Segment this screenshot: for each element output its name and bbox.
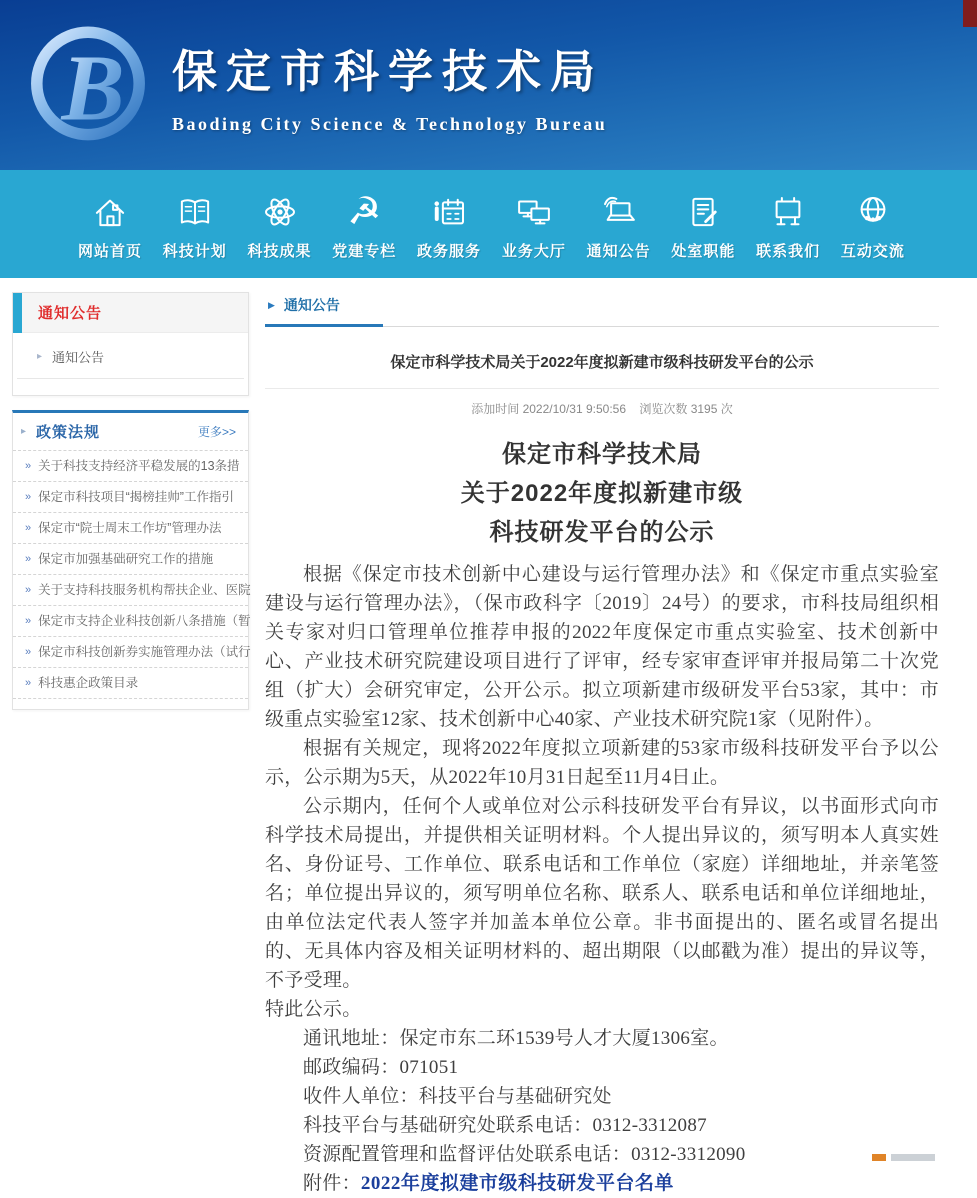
nav-item-gov-services[interactable] (409, 187, 489, 261)
double-arrow-icon: » (25, 522, 32, 534)
notice-item-label: 通知公告 (52, 350, 105, 365)
watermark-gray-mark (891, 1154, 935, 1161)
double-arrow-icon: » (25, 615, 32, 627)
policy-box-title: 政策法规 (36, 424, 101, 441)
header-corner-decoration (963, 0, 977, 27)
nav-label: 业务大厅 (501, 243, 566, 260)
policy-more-link[interactable]: 更多>> (197, 425, 236, 439)
article-heading (265, 429, 939, 560)
main-panel (265, 292, 965, 1198)
policy-item[interactable] (13, 605, 251, 636)
policy-item[interactable] (13, 481, 248, 512)
arrow-marker-icon: ▸ (37, 351, 43, 362)
arrow-marker-icon: ▸ (21, 426, 27, 437)
double-arrow-icon: » (25, 553, 32, 565)
monitors-icon (513, 187, 555, 233)
policy-item-label: 科技惠企政策目录 (38, 676, 139, 690)
main-nav (0, 170, 977, 278)
nav-label: 科技成果 (247, 243, 312, 260)
sidebar-item-notices[interactable] (17, 333, 244, 379)
watermark (872, 1154, 935, 1161)
globe-icon (852, 187, 894, 233)
paragraph: 根据《保定市技术创新中心建设与运行管理办法》和《保定市重点实验室建设与运行管理办法》，（保市政科字〔2019〕24号）的要求，市科技局组织相关专家对归口管理单位推荐申报的2022年度保定市重点实验室、技术创新中心、产业技术研究院建设项目进行了评审，经专家审查评审并报局第二十次党组（扩大）会研究审定，公开公示。拟立项新建市级研发平台53家，其中：市级重点实验室12家、技术创新中心40家、产业技术研究院1家（见附件）。 (265, 564, 939, 730)
book-icon (174, 187, 216, 233)
nav-item-notices[interactable] (579, 187, 659, 261)
site-titles (172, 35, 607, 135)
underline-blue (265, 324, 383, 327)
breadcrumb-label: 通知公告 (283, 297, 340, 313)
nav-label: 联系我们 (756, 243, 821, 260)
attachment-row (265, 1169, 939, 1198)
site-header (0, 0, 977, 170)
paragraph-phone-2: 资源配置管理和监督评估处联系电话：0312-3312090 (303, 1144, 746, 1165)
heading-line: 科技研发平台的公示 (489, 519, 715, 546)
watermark-orange-mark (872, 1154, 886, 1161)
laptop-icon (598, 187, 640, 233)
meta-view-count: 浏览次数 3195 次 (639, 402, 733, 416)
nav-label: 互动交流 (840, 243, 905, 260)
attachment-link[interactable]: 2022年度拟建市级科技研发平台名单 (360, 1173, 674, 1194)
sidebar-notice-box (12, 292, 249, 396)
paragraph-phone-1: 科技平台与基础研究处联系电话：0312-3312087 (303, 1115, 707, 1136)
home-icon (89, 187, 131, 233)
double-arrow-icon: » (25, 646, 32, 658)
policy-item-label: 保定市科技创新券实施管理办法（试行 (38, 645, 251, 659)
article-body (265, 560, 939, 1198)
svg-text:B: B (61, 36, 125, 141)
policy-item[interactable] (13, 512, 248, 543)
policy-item-label: 关于支持科技服务机构帮扶企业、医院 (38, 583, 251, 597)
board-icon (767, 187, 809, 233)
nav-item-business-hall[interactable] (494, 187, 574, 261)
content-area (0, 278, 977, 1198)
paragraph-address: 通讯地址：保定市东二环1539号人才大厦1306室。 (303, 1028, 729, 1049)
policy-item-label: 保定市支持企业科技创新八条措施（暂 (38, 614, 251, 628)
nav-label: 网站首页 (77, 243, 142, 260)
paragraph-postcode: 邮政编码：071051 (303, 1057, 459, 1078)
nav-item-contact[interactable] (748, 187, 828, 261)
nav-label: 处室职能 (671, 243, 736, 260)
nav-item-home[interactable] (70, 187, 150, 261)
nav-item-party[interactable] (324, 187, 404, 261)
paragraph: 特此公示。 (265, 999, 362, 1020)
nav-label: 通知公告 (586, 243, 651, 260)
paragraph: 根据有关规定，现将2022年度拟立项新建的53家市级科技研发平台予以公示，公示期为5天，从2022年10月31日起至11月4日止。 (265, 738, 939, 788)
document-pencil-icon (682, 187, 724, 233)
paragraph: 公示期内，任何个人或单位对公示科技研发平台有异议，以书面形式向市科学技术局提出，并提供相关证明材料。个人提出异议的，须写明本人真实姓名、身份证号、工作单位、联系电话和工作单位（家庭）详细地址，并亲笔签名；单位提出异议的，须写明单位名称、联系人、联系电话和单位详细地址，由单位法定代表人签字并加盖本单位公章。非书面提出的、匿名或冒名提出的、无具体内容及相关证明材料的、超出期限（以邮戳为准）提出的异议等，不予受理。 (265, 796, 939, 991)
party-glyph: ☭ (347, 189, 382, 233)
nav-label: 党建专栏 (332, 243, 397, 260)
info-calendar-icon (428, 187, 470, 233)
sidebar-policy-box (12, 410, 249, 710)
policy-item[interactable] (13, 636, 251, 667)
bureau-logo-icon (24, 22, 152, 148)
policy-item-label: 关于科技支持经济平稳发展的13条措 (38, 459, 240, 473)
policy-item[interactable] (13, 574, 251, 605)
policy-item-label: 保定市“院士周末工作坊”管理办法 (38, 521, 222, 535)
breadcrumb[interactable] (265, 292, 939, 324)
double-arrow-icon: » (25, 584, 32, 596)
article-list-title: 保定市科学技术局关于2022年度拟新建市级科技研发平台的公示 (390, 354, 814, 371)
breadcrumb-underline (265, 324, 939, 327)
notice-accent-bar (13, 293, 22, 333)
double-arrow-icon: » (25, 677, 32, 689)
double-arrow-icon: » (25, 460, 32, 472)
paragraph-recipient: 收件人单位：科技平台与基础研究处 (303, 1086, 612, 1107)
policy-item[interactable] (13, 450, 248, 481)
party-icon (347, 187, 381, 233)
policy-item-label: 保定市科技项目“揭榜挂帅”工作指引 (38, 490, 234, 504)
attachment-label: 附件： (303, 1173, 361, 1194)
atom-icon (259, 187, 301, 233)
policy-item[interactable] (13, 543, 248, 574)
double-arrow-icon: » (25, 491, 32, 503)
policy-item[interactable] (13, 667, 248, 699)
nav-label: 政务服务 (417, 243, 482, 260)
nav-item-plans[interactable] (155, 187, 235, 261)
site-subtitle: Baoding City Science & Technology Bureau (172, 114, 608, 134)
notice-box-header (13, 293, 248, 333)
breadcrumb-arrow-icon: ▶ (268, 299, 275, 310)
site-title: 保定市科学技术局 (172, 46, 605, 97)
nav-item-interaction[interactable] (833, 187, 913, 261)
nav-label: 科技计划 (162, 243, 227, 260)
policy-item-label: 保定市加强基础研究工作的措施 (38, 552, 214, 566)
notice-box-title: 通知公告 (38, 305, 103, 322)
nav-item-achievements[interactable] (240, 187, 320, 261)
article-meta (265, 389, 939, 429)
heading-line: 关于2022年度拟新建市级 (460, 480, 744, 507)
meta-added-time: 添加时间 2022/10/31 9:50:56 (471, 402, 627, 416)
nav-item-departments[interactable] (663, 187, 743, 261)
heading-line: 保定市科学技术局 (502, 441, 702, 468)
sidebar (12, 292, 249, 710)
policy-box-header (13, 413, 248, 450)
